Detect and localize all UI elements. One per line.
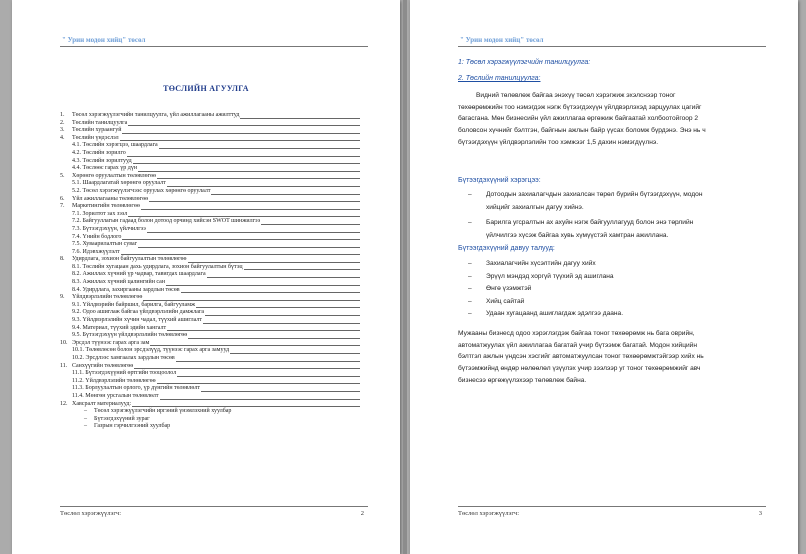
paragraph-line: багасгана. Мөн бизнесийн үйл ажиллагаа өргөжиж байгаатай холбоотойгоор 2: [458, 115, 699, 123]
toc-entry[interactable]: [60, 127, 360, 135]
toc-entry-label: 4.2. Төслийн зорилго: [72, 149, 126, 156]
toc-entry-number: 9.: [60, 294, 65, 301]
toc-entry-label: Үйлдвэрлэлийн төлөвлөгөө: [72, 294, 143, 301]
list-item: [458, 217, 766, 242]
toc-entry[interactable]: [60, 158, 360, 166]
toc-entry-number: 2.: [60, 119, 65, 126]
toc-entry[interactable]: [60, 294, 360, 302]
paragraph-line: бизнесээ өргөжүүлэхээр төлөвлөж байна.: [458, 376, 587, 384]
paragraph-line: бэлтгэл ажлын үндсэн хэсгийг автоматжуулсан тоног төхөөрөмжтэйгээр хийх нь: [458, 353, 704, 361]
page-gap-divider: [403, 0, 407, 554]
bullet-dash: –: [468, 260, 472, 267]
bullet-dash: –: [468, 297, 472, 305]
list-item-label: Өнгө үзэмжтэй: [486, 285, 532, 293]
toc-entry-number: 8.: [60, 256, 65, 263]
list-item-line: хийцийг захиалгын дагуу хийнэ.: [486, 203, 584, 211]
bullet-dash: –: [468, 272, 472, 280]
page-header: [60, 34, 368, 47]
toc-entry[interactable]: [60, 150, 360, 158]
toc-entry-label: 8.2. Ажиллах хүчний үр чадвар, тавигдах шаардлага: [72, 271, 206, 278]
toc-entry-number: 1.: [60, 112, 65, 118]
toc-entry[interactable]: [60, 347, 360, 355]
toc-entry[interactable]: [60, 234, 360, 242]
page-header: [458, 34, 766, 47]
paragraph-line: боловсон хүчнийг бэлтгэн, байгнын ажлын байр үүсах боломж бүрдэнэ. Энэ нь ч: [458, 127, 706, 135]
list-item-label: Хийц сайтай: [486, 297, 525, 305]
toc-entry[interactable]: [60, 180, 360, 188]
toc-entry[interactable]: [60, 317, 360, 325]
list-item: [458, 308, 766, 321]
bullet-dash: –: [468, 310, 472, 318]
page-footer: [458, 506, 766, 517]
toc-entry-label: 10.2. Эрсдлээс хамгаалах зардлын төсөв: [72, 355, 175, 361]
list-item-label: Удаан хугацаанд ашиглагдаж эдэлгээ даана.: [486, 310, 624, 318]
list-item-line: Дотоодын захиалагчдын захиалсан төрөл бүрийн бүтээгдэхүүн, модон: [486, 191, 703, 198]
toc-entry-label: Үйл ажиллагааны төлөвлөгөө: [72, 195, 149, 202]
advantages-heading: Бүтээгдэхүүний давуу талууд:: [458, 245, 555, 252]
toc-entry[interactable]: [60, 279, 360, 287]
toc-entry-number: 5.: [60, 172, 65, 179]
toc-bullet-dash: –: [84, 415, 87, 422]
bullet-dash: –: [468, 219, 472, 227]
toc-entry[interactable]: [60, 142, 360, 150]
list-item: [458, 296, 766, 309]
list-item: [458, 258, 766, 271]
toc-entry-number: 12.: [60, 400, 68, 407]
list-item: [458, 283, 766, 296]
toc-entry[interactable]: [60, 203, 360, 211]
list-item-label: Эрүүл мэндэд хоргүй түүхий эд ашиглана: [486, 272, 614, 280]
toc-entry[interactable]: [60, 165, 360, 173]
toc-entry-label: 7.6. Идэвхжүүлэлт: [72, 248, 120, 255]
toc-entry-label: Газрын гэрчилгээний хуулбар: [94, 423, 171, 430]
toc-entry[interactable]: [60, 112, 360, 120]
toc-entry-label: 11.1. Бүтээгдэхүүний өртгийн тооцоолол: [72, 370, 177, 377]
toc-entry-label: 7.2. Байгууллагын гадаад болон дотоод орчинд хийсэн SWOT шинжилгээ: [72, 218, 261, 225]
toc-entry[interactable]: [60, 370, 360, 378]
toc-entry[interactable]: [60, 423, 360, 431]
footer-label: Төслөл хэрэгжүүлэгч:: [458, 510, 520, 517]
toc-entry-label: 9.5. Бүтээгдэхүүн үйлдвэрлэлийн төлөвлөгөө: [72, 332, 188, 339]
toc-entry[interactable]: [60, 196, 360, 204]
toc-entry-label: 9.4. Материал, түүхий эдийн хангалт: [72, 324, 167, 331]
toc-entry[interactable]: [60, 256, 360, 264]
toc-entry[interactable]: [60, 393, 360, 401]
needs-heading: Бүтээгдэхүүний хэрэгцээ:: [458, 177, 541, 184]
toc-entry-number: 10.: [60, 339, 68, 346]
toc-entry-label: Удирдлага, зохион байгуулалтын төлөвлөгөө: [72, 256, 187, 263]
paragraph-line: бүтээгдэхүүн үйлдвэрлэлийн тоо хэмжээг 1,5 дахин нэмэгдүүлнэ.: [458, 138, 659, 146]
paragraph-line: автоматжуулах үйл ажиллагаа багатай учир бүтээмж багатай. Модон хийцийн: [458, 341, 697, 349]
toc-entry-label: Төслийн танилцуулга: [72, 119, 128, 126]
page-number: 2: [360, 510, 364, 517]
toc-entry-label: 11.3. Борлуулалтын орлого, үр дүнгийн төлөвлөлт: [72, 385, 201, 392]
toc-entry-label: 7.4. Үнийн бодлого: [72, 233, 122, 240]
intro-paragraph: [458, 90, 766, 149]
toc-entry-label: Санхүүгийн төлөвлөгөө: [72, 362, 134, 369]
toc-entry[interactable]: [60, 271, 360, 279]
toc-entry-label: 9.1. Үйлдвэрийн байршил, барилга, байгууламж: [72, 301, 196, 308]
advantages-list: [458, 258, 766, 321]
header-text: " Урин модон хийц" төсөл: [460, 36, 544, 44]
toc-entry-label: Маркетингийн төлөвлөгөө: [72, 203, 140, 210]
toc-entry-label: Хавсралт материалууд:: [72, 400, 132, 407]
toc-entry-label: Хөрөнгө оруулалтын төлөвлөгөө: [72, 172, 157, 179]
paragraph-line: төхөөрөмжийн тоо нэмэгдэж нэгж бүтээгдэхүүн үйлдвэрлэхэд зарцуулах цагийг: [458, 103, 702, 111]
toc-entry-label: 7.1. Зорилтот зах зээл: [72, 210, 128, 217]
toc-entry-number: 4.: [60, 134, 65, 141]
toc-entry[interactable]: [60, 309, 360, 317]
toc-entry-label: 8.1. Төслийн хугацаан дахь удирдлага, зохион байгуулалтын бүтэц: [72, 263, 243, 270]
toc-entry-label: 11.2. Үйлдвэрлэлийн төлөвлөгөө: [72, 377, 156, 384]
toc-entry[interactable]: [60, 408, 360, 416]
toc-entry[interactable]: [60, 226, 360, 234]
toc-entry-number: 7.: [60, 203, 65, 210]
list-item: [458, 271, 766, 284]
list-item-line: Барилга угсралтын ах ахуйн нэгж байгууллагууд болон энэ төрлийн: [486, 219, 694, 227]
toc-entry-label: 9.2. Одоо ашиглаж байгаа үйлдвэрлэлийн дамжлага: [72, 309, 205, 316]
paragraph-line: бүтээмжийнд өндөр нөлөөлөл үзүүлэх учир зээлээр уг тоног төхөөрөмжийг авч: [458, 365, 701, 373]
toc-entry-label: 4.4. Төслөөс гарах үр дүн: [72, 165, 138, 172]
section-heading-2: 2. Төслийн танилцуулга:: [458, 75, 541, 82]
toc-entry-number: 3.: [60, 127, 65, 134]
toc-entry-label: Төслийн үндэслэл: [72, 134, 119, 141]
page-footer: [60, 506, 368, 517]
toc-entry-label: 8.3. Ажиллах хүчний цалингийн сан: [72, 279, 166, 286]
toc-entry-label: Төсөл хэрэгжүүлэгчийн иргэний үнэмлэхний хуулбар: [94, 408, 232, 415]
toc-entry[interactable]: [60, 241, 360, 249]
table-of-contents: [60, 112, 360, 431]
toc-entry-label: 4.1. Төслийн хэрэгцээ, шаардлага: [72, 142, 158, 149]
header-text: " Урин модон хийц" төсөл: [62, 36, 146, 44]
bullet-dash: –: [468, 191, 472, 198]
toc-entry-label: 9.3. Үйлдвэрлэлийн хүчин чадал, түүхий ашиглалт: [72, 317, 202, 324]
bullet-dash: –: [468, 285, 472, 293]
toc-entry[interactable]: [60, 218, 360, 226]
toc-entry[interactable]: [60, 332, 360, 340]
toc-entry-label: Эрсдэл түүнээс гарах арга зам: [72, 339, 150, 346]
toc-entry-label: 10.1. Төлөвлөсөн болон эрсдэлүүд, түүнээс гарах арга замууд: [72, 347, 230, 354]
document-page-left: [12, 0, 400, 554]
toc-entry-label: Төсөл хэрэгжүүлэгчийн танилцуулга, үйл ажиллагааны ажилттуд: [72, 112, 240, 118]
paragraph-line: Мужааны бизнесд одоо хэрэглэгдэж байгаа тоног төхөөрөмж нь бага оврийн,: [458, 330, 695, 337]
toc-entry[interactable]: [60, 188, 360, 196]
list-item-label: Захиалагчийн хүсэлтийн дагуу хийх: [486, 260, 596, 267]
toc-entry-label: 8.4. Удирдлага, захиргааны зардлын төсөв: [72, 286, 180, 293]
toc-entry-label: 4.3. Төслийн зорилтууд: [72, 157, 132, 164]
toc-entry-label: Төслийн хураангуй: [72, 127, 122, 134]
toc-bullet-dash: –: [84, 408, 87, 415]
toc-entry[interactable]: [60, 385, 360, 393]
footer-label: Төслөл хэрэгжүүлэгч:: [60, 510, 122, 517]
page-number: 3: [758, 510, 762, 517]
section-heading-1: 1: Төсөл хэрэгжүүлэгчийн танилцуулга:: [458, 59, 591, 66]
list-item-line: үйлчилгээ хүсэж байгаа хувь хүмүүстэй хамтран ажиллана.: [486, 231, 669, 239]
toc-entry-label: 7.3. Бүтээгдэхүүн, үйлчилгээ: [72, 225, 146, 232]
list-item: [458, 189, 766, 214]
toc-entry-number: 11.: [60, 362, 68, 369]
toc-bullet-dash: –: [84, 423, 87, 430]
toc-entry[interactable]: [60, 355, 360, 363]
needs-list: [458, 189, 766, 245]
document-page-right: [410, 0, 798, 554]
toc-entry-label: 11.4. Мөнгөн урсгалын төлөвлөлт: [72, 392, 159, 399]
toc-entry-label: 5.1. Шаардлагатай хөрөнгө оруулалт: [72, 180, 166, 187]
toc-entry-label: 7.5. Хуваарилалтын суваг: [72, 241, 138, 248]
paragraph-line: Видний төлөвлөж байгаа энэхүү төсөл хэрэгжиж эхэлснээр тоног: [476, 92, 676, 99]
toc-entry-label: 5.2. Төсөл хэрэгжүүлэгчээс оруулах хөрөнгө оруулалт: [72, 187, 211, 194]
toc-title: ТӨСЛИЙН АГУУЛГА: [163, 84, 249, 93]
toc-entry-number: 6.: [60, 195, 65, 202]
closing-paragraph: [458, 328, 766, 387]
toc-entry-label: Бүтээгдэхүүний зураг: [94, 415, 150, 422]
